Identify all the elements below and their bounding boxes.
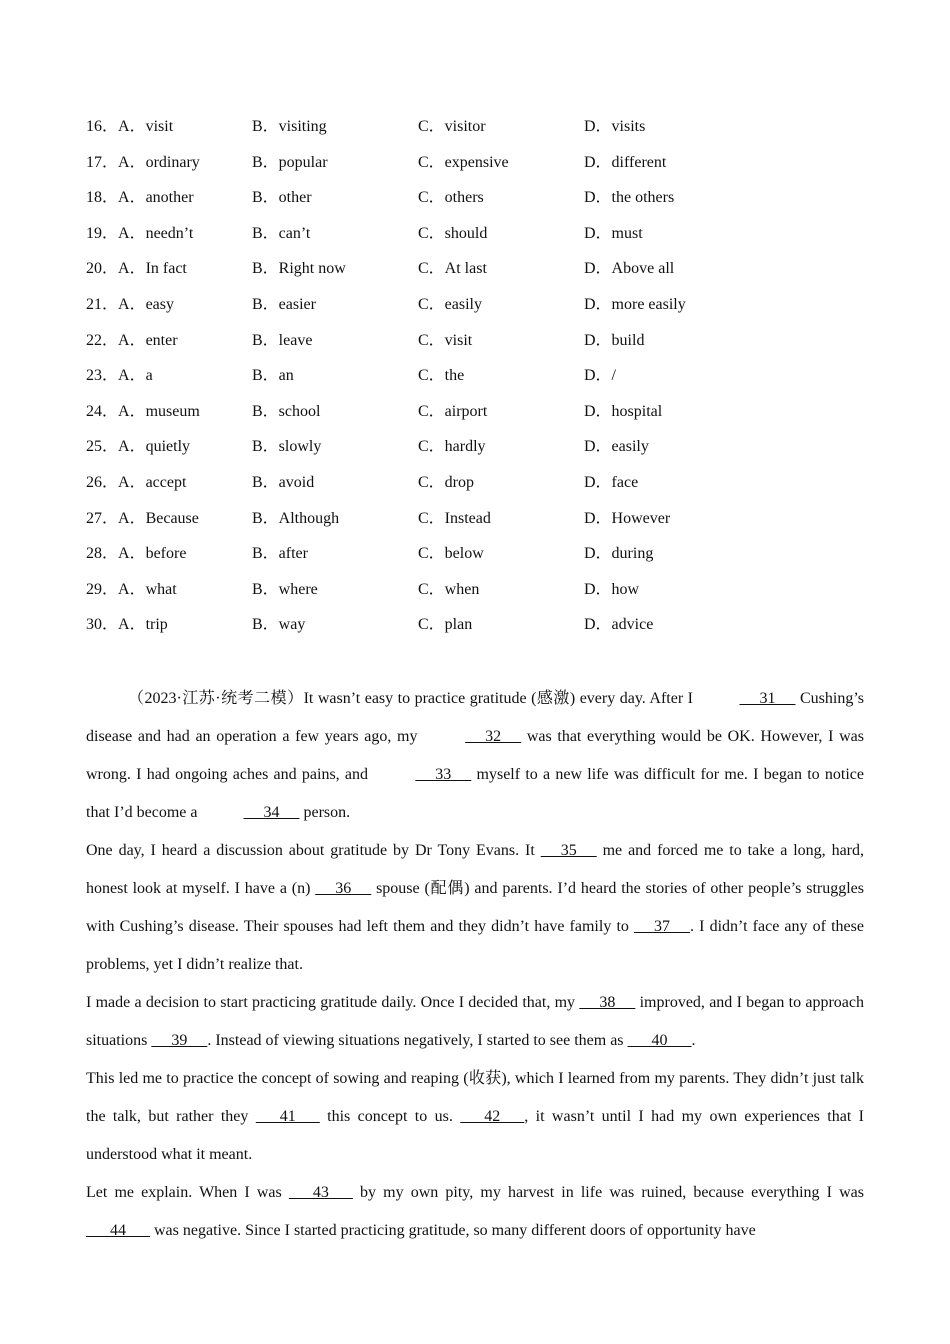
option-a: 24．A．museum xyxy=(86,402,200,420)
option-b: B．after xyxy=(252,545,308,563)
option-c: C．below xyxy=(418,545,484,563)
options-row xyxy=(86,329,866,365)
option-b: B．an xyxy=(252,367,294,385)
option-a: 20．A．In fact xyxy=(86,260,187,278)
options-row xyxy=(86,151,866,187)
option-a: 26．A．accept xyxy=(86,473,187,491)
question-number: 20． xyxy=(86,260,119,278)
blank-34: 34 xyxy=(243,804,300,821)
blank-40: 40 xyxy=(627,1032,692,1049)
option-b: B．can’t xyxy=(252,224,311,242)
option-c: C．At last xyxy=(418,260,487,278)
option-a: 18．A．another xyxy=(86,189,194,207)
paragraph-1: （2023·江苏·统考二模）It wasn’t easy to practice gratitude (感激) every day. After I 31 Cushing’s disease and had an operation a few years ago, my 32 was that everything would be OK. However, I was wrong. I had ongoing aches and pains, and 33 myself to a new life was difficult for me. I began to notice that I’d become a 34 person. xyxy=(86,680,864,832)
blank-41: 41 xyxy=(255,1108,320,1125)
question-number: 16． xyxy=(86,118,119,135)
question-number: 23． xyxy=(86,367,119,385)
option-d: D．easily xyxy=(584,438,649,456)
paragraph-2: One day, I heard a discussion about gratitude by Dr Tony Evans. It 35 me and forced me to take a long, hard, honest look at myself. I have a (n) 36 spouse (配偶) and parents. I’d heard the stories of other people’s struggles with Cushing’s disease. Their spouses had left them and they didn’t have family to 37 . I didn’t face any of these problems, yet I didn’t realize that. xyxy=(86,832,864,984)
option-a: 29．A．what xyxy=(86,580,177,598)
options-row xyxy=(86,364,866,400)
option-c: C．drop xyxy=(418,473,475,491)
option-a: 19．A．needn’t xyxy=(86,224,194,242)
option-d: D．/ xyxy=(584,367,617,385)
option-d: D．advice xyxy=(584,616,654,634)
question-number: 25． xyxy=(86,438,119,456)
question-number: 26． xyxy=(86,473,119,491)
options-row xyxy=(86,400,866,436)
option-a: 27．A．Because xyxy=(86,509,199,527)
blank-39: 39 xyxy=(151,1032,208,1049)
blank-33: 33 xyxy=(415,766,472,783)
options-row xyxy=(86,222,866,258)
question-number: 19． xyxy=(86,224,119,242)
options-row xyxy=(86,115,866,151)
blank-31: 31 xyxy=(739,690,796,707)
option-c: C．airport xyxy=(418,402,488,420)
option-c: C．Instead xyxy=(418,509,491,527)
options-row xyxy=(86,578,866,614)
option-b: B．way xyxy=(252,616,306,634)
option-d: D．Above all xyxy=(584,260,675,278)
option-d: D．the others xyxy=(584,189,675,207)
option-d: D．more easily xyxy=(584,295,686,313)
cloze-passage xyxy=(86,680,864,1250)
option-d: D．However xyxy=(584,509,671,527)
blank-32: 32 xyxy=(465,728,522,745)
option-a: 17．A．ordinary xyxy=(86,153,200,171)
option-c: C．plan xyxy=(418,616,473,634)
blank-37: 37 xyxy=(634,918,691,935)
option-c: C．expensive xyxy=(418,153,509,171)
question-number: 29． xyxy=(86,580,119,598)
option-b: B．school xyxy=(252,402,321,420)
option-d: D．must xyxy=(584,224,643,242)
option-d: D．build xyxy=(584,331,645,349)
options-row xyxy=(86,471,866,507)
option-a: 23．A．a xyxy=(86,367,153,385)
option-b: B．Although xyxy=(252,509,340,527)
question-number: 28． xyxy=(86,545,119,563)
option-c: C．easily xyxy=(418,295,482,313)
option-d: D．different xyxy=(584,153,667,171)
options-row xyxy=(86,293,866,329)
option-b: B．leave xyxy=(252,331,313,349)
question-number: 17． xyxy=(86,153,119,171)
question-number: 24． xyxy=(86,402,119,420)
paragraph-5: Let me explain. When I was 43 by my own pity, my harvest in life was ruined, because everything I was 44 was negative. Since I started practicing gratitude, so many different doors of opportunity have xyxy=(86,1174,864,1250)
option-a: 22．A．enter xyxy=(86,331,178,349)
option-b: B．where xyxy=(252,580,318,598)
option-d: D．how xyxy=(584,580,640,598)
options-row xyxy=(86,257,866,293)
option-c: C．hardly xyxy=(418,438,486,456)
option-b: B．avoid xyxy=(252,473,315,491)
option-c: C．should xyxy=(418,224,488,242)
option-d: D．hospital xyxy=(584,402,663,420)
option-c: C．the xyxy=(418,367,465,385)
option-c: C．visit xyxy=(418,331,473,349)
question-number: 18． xyxy=(86,189,119,207)
blank-35: 35 xyxy=(540,842,597,859)
options-row xyxy=(86,542,866,578)
option-c: C．others xyxy=(418,189,484,207)
option-a: 30．A．trip xyxy=(86,616,168,634)
option-d: D．during xyxy=(584,545,654,563)
option-a: 25．A．quietly xyxy=(86,438,191,456)
option-b: B．popular xyxy=(252,153,328,171)
option-b: B．visiting xyxy=(252,118,327,135)
option-c: C．when xyxy=(418,580,480,598)
options-row xyxy=(86,613,866,649)
option-c: C．visitor xyxy=(418,118,486,135)
option-d: D．visits xyxy=(584,118,646,135)
paragraph-4: This led me to practice the concept of sowing and reaping (收获), which I learned from my parents. They didn’t just talk the talk, but rather they 41 this concept to us. 42 , it wasn’t until I had my own experiences that I understood what it meant. xyxy=(86,1070,864,1163)
blank-36: 36 xyxy=(315,880,372,897)
question-number: 21． xyxy=(86,295,119,313)
options-row xyxy=(86,186,866,222)
option-d: D．face xyxy=(584,473,639,491)
blank-43: 43 xyxy=(288,1184,353,1201)
options-row xyxy=(86,507,866,543)
option-a: 16．A．visit xyxy=(86,118,174,135)
question-number: 27． xyxy=(86,509,119,527)
blank-42: 42 xyxy=(460,1108,525,1125)
option-a: 21．A．easy xyxy=(86,295,175,313)
option-b: B．easier xyxy=(252,295,316,313)
blank-44: 44 xyxy=(86,1222,150,1239)
option-b: B．other xyxy=(252,189,312,207)
option-b: B．Right now xyxy=(252,260,346,278)
options-row xyxy=(86,435,866,471)
blank-38: 38 xyxy=(579,994,636,1011)
option-a: 28．A．before xyxy=(86,545,187,563)
question-number: 22． xyxy=(86,331,119,349)
paragraph-3: I made a decision to start practicing gratitude daily. Once I decided that, my 38 improved, and I began to approach situations 39 . Instead of viewing situations negatively, I started to see them as 40 . xyxy=(86,984,864,1060)
question-number: 30． xyxy=(86,616,119,634)
option-b: B．slowly xyxy=(252,438,322,456)
options-list xyxy=(86,115,866,649)
